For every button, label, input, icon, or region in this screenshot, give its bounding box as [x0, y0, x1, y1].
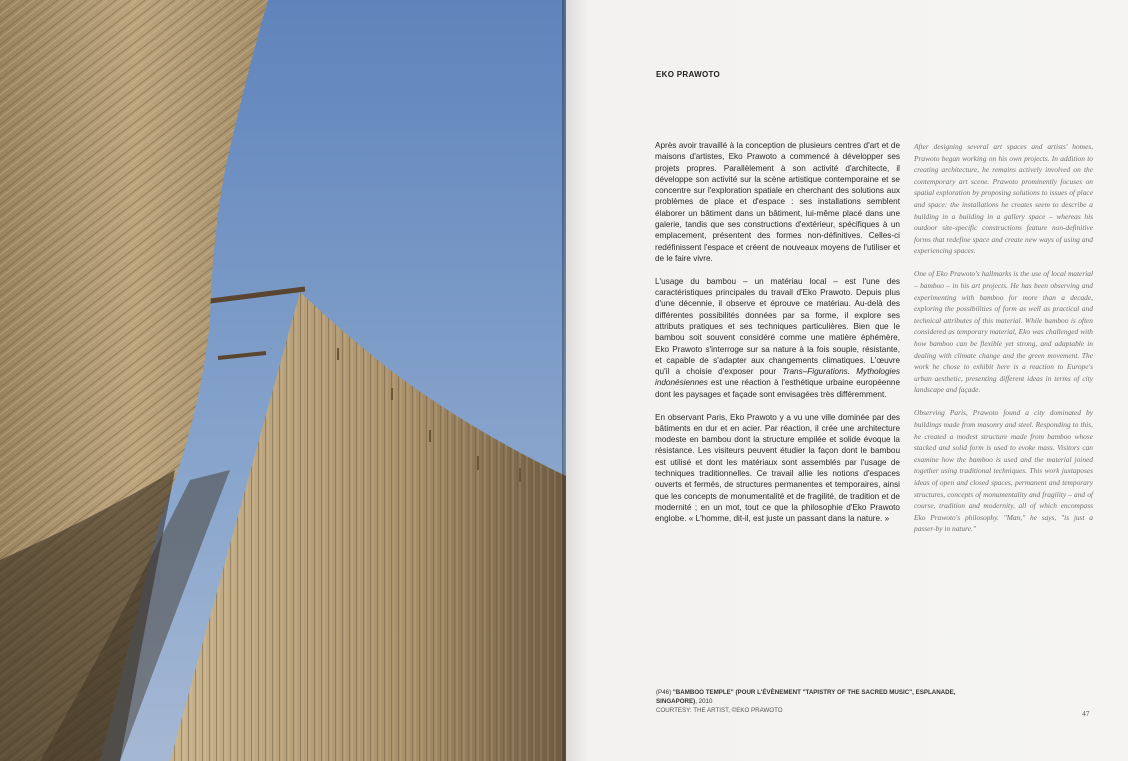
french-paragraph-1: Après avoir travaillé à la conception de plusieurs centres d'art et de maisons d'artistes, Eko Prawoto a commencé à développer ses projets propres. Parallèlement à son activité d'architecte, il développe son activité sur la scène artistique contemporaine et se concentre sur l'exploration spatiale en cherchant des solutions aux problèmes de place et d'espace : ses installations semblent élaborer un bâtiment dans un bâtiment, lui-même placé dans une galerie, tandis que ses constructions d'extérieur, spécifiques à un emplacement, présentent des formes non-définitives. Celles-ci redéfinissent l'espace et créent de nouveaux moyens de l'utiliser et de le faire vivre.: [655, 141, 900, 263]
english-paragraph-1: After designing several art spaces and artists' homes, Prawoto began working on his own projects. In addition to creating architecture, he remains actively involved on the contemporary art scene. Prawoto prominently focuses on spatial exploration by proposing solutions to issues of place and space: the installations he creates seem to describe a building in a building in a gallery space – whereas his outdoor site-specific constructions feature non-definitive forms that redefine space and create new ways of using and experiencing spaces.: [914, 142, 1093, 256]
english-text-column: [914, 141, 1093, 547]
author-heading: EKO PRAWOTO: [656, 70, 721, 79]
french-text-column: [655, 140, 900, 536]
caption-year: , 2010: [695, 698, 713, 705]
french-paragraph-3: En observant Paris, Eko Prawoto y a vu une ville dominée par des bâtiments en dur et en acier. Par réaction, il crée une architecture modeste en bambou dont la structure empilée et solide évoque la résistance. Les visiteurs peuvent étudier la façon dont le bambou est utilisé et dont les matériaux sont assemblés par l'usage de techniques traditionnelles. Ce travail allie les notions d'espaces ouverts et fermés, de structures permanentes et temporaires, ainsi que les concepts de monumentalité et de fragilité, de tradition et de modernité ; en un mot, tout ce que la philosophie d'Eko Prawoto englobe. « L'homme, dit-il, est juste un passant dans la nature. »: [655, 412, 900, 524]
photo-caption: [656, 688, 956, 715]
french-paragraph-2-before: L'usage du bambou – un matériau local – est l'une des caractéristiques principales du travail d'Eko Prawoto. Depuis plus d'une décennie, il observe et éprouve ce matériau. Au-delà des différentes possibilités données par sa forme, il explore ses attributs pratiques et ses techniques particulières. Bien que le bambou soit souvent considéré comme une matière éphémère, Eko Prawoto s'interroge sur sa nature à la fois souple, résistante, et capable de s'adapter aux changements climatiques. L'œuvre qu'il a choisie d'exposer pour: [655, 276, 900, 377]
caption-ref: (P46): [656, 689, 673, 696]
english-paragraph-2: One of Eko Prawoto's hallmarks is the use of local material – bamboo – in his art projects. He has been observing and experimenting with bamboo for more than a decade, exploring the possibilities of form as well as practical and technical attributes of this material. While bamboo is often considered as temporary material, Eko was challenged with how bamboo can be flexible yet strong, and adaptable in dealing with climate change and the green movement. The work he chose to exhibit here is a reaction to Europe's urban aesthetic, presenting different ideas in terms of city landscape and façade.: [914, 269, 1093, 395]
page-number: 47: [1082, 709, 1090, 718]
french-paragraph-2-after: est une réaction à l'esthétique urbaine européenne dont les paysages et façade sont envisagées très différemment.: [655, 378, 900, 399]
english-paragraph-3: Observing Paris, Prawoto found a city dominated by buildings made from masonry and steel. Responding to this, he created a modest structure made from bamboo whose stacked and solid form is used to evoke mass. Visitors can examine how the bamboo is used and the material joined together using traditional techniques. This work juxtaposes ideas of open and closed spaces, permanent and temporary structures, concepts of monumentality and fragility – and of course, tradition and modernity, all of which encompass Eko Prawoto's philosophy. "Man," he says, "is just a passer-by in nature.": [914, 408, 1093, 534]
caption-title: "BAMBOO TEMPLE" (POUR L'ÉVÈNEMENT "TAPISTRY OF THE SACRED MUSIC", ESPLANADE, SINGAPORE): [656, 689, 956, 705]
caption-credit: COURTESY: THE ARTIST, ©EKO PRAWOTO: [656, 707, 783, 714]
french-paragraph-2: [655, 276, 900, 400]
exhibition-title: Trans–Figurations. Mythologies indonésiennes: [655, 367, 900, 388]
right-page: [566, 0, 1128, 761]
